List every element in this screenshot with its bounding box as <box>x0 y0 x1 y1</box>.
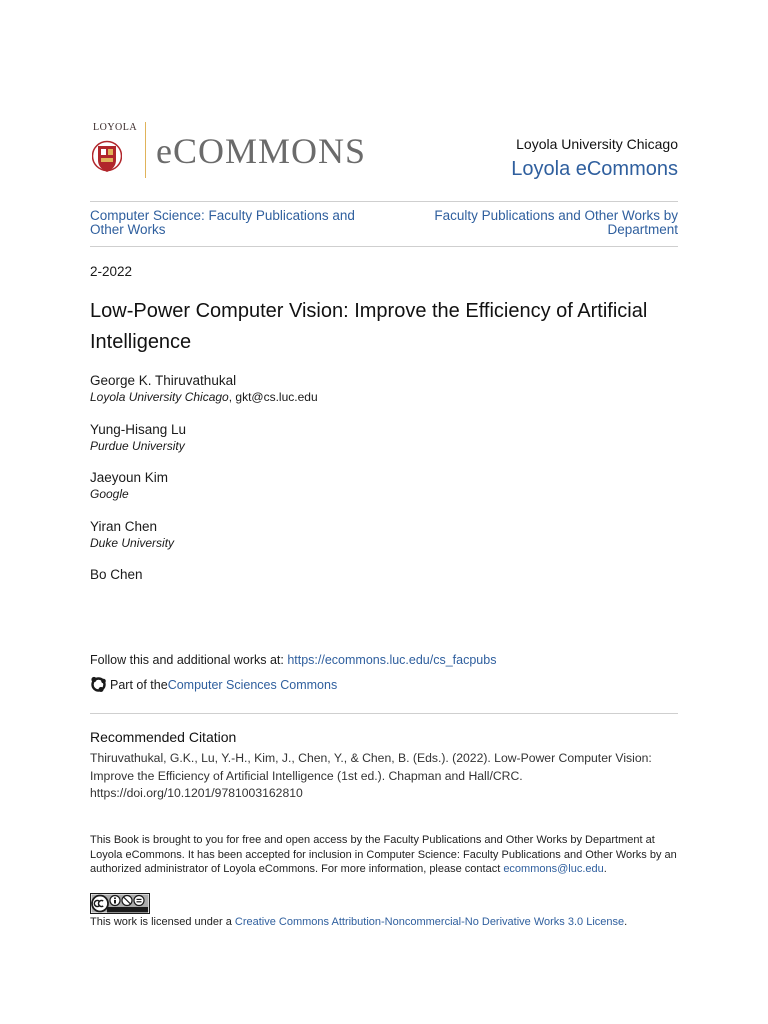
access-end: . <box>603 863 607 875</box>
author-affiliation <box>90 438 678 455</box>
collection-link[interactable]: Computer Science: Faculty Publications and Other Works <box>90 208 355 237</box>
author-entry <box>90 566 678 615</box>
part-of-line <box>90 676 337 693</box>
author-name: Bo Chen <box>90 567 143 582</box>
author-name: George K. Thiruvathukal <box>90 373 237 388</box>
publication-date: 2-2022 <box>90 264 133 279</box>
author-affiliation <box>90 535 678 552</box>
license-line <box>90 916 627 928</box>
network-icon <box>90 676 107 693</box>
shield-icon <box>92 134 122 178</box>
brand-name: eCOMMONS <box>156 131 367 171</box>
author-institution: Google <box>90 487 129 501</box>
author-institution: Loyola University Chicago <box>90 390 229 404</box>
commons-link[interactable]: Computer Sciences Commons <box>167 677 338 692</box>
license-link[interactable]: Creative Commons Attribution-Noncommercial-No Derivative Works 3.0 License <box>234 916 625 928</box>
logo-divider <box>145 122 146 178</box>
header <box>90 120 678 182</box>
cc-license-icon[interactable] <box>90 893 150 914</box>
department-link[interactable]: Faculty Publications and Other Works by Department <box>434 208 678 237</box>
author-institution: Duke University <box>90 535 175 550</box>
title-page <box>90 0 678 1024</box>
loyola-logo <box>90 122 144 180</box>
author-institution: Purdue University <box>90 438 185 453</box>
author-affiliation <box>90 486 678 503</box>
author-name: Yung-Hisang Lu <box>90 421 187 437</box>
collection-url-link[interactable]: https://ecommons.luc.edu/cs_facpubs <box>287 653 497 667</box>
divider <box>90 713 678 714</box>
access-statement <box>90 833 678 877</box>
university-name: Loyola University Chicago <box>516 136 678 152</box>
follow-prefix: Follow this and additional works at: <box>90 653 288 667</box>
author-name: Jaeyoun Kim <box>90 470 169 485</box>
author-entry <box>90 518 678 567</box>
part-of-prefix: Part of the <box>110 677 168 692</box>
divider <box>90 201 678 202</box>
divider <box>90 246 678 247</box>
logo-wordmark: LOYOLA <box>93 122 138 133</box>
document-title: Low-Power Computer Vision: Improve the Efficiency of Artificial Intelligence <box>90 300 648 353</box>
citation-text: Thiruvathukal, G.K., Lu, Y.-H., Kim, J., Chen, Y., & Chen, B. (Eds.). (2022). Low-Power Computer Vision: Improve the Efficiency of Artificial Intelligence (1st ed.). Chapman and Hall/CRC. https://doi.org/10.1201/9781003162810 <box>90 751 652 800</box>
repository-link[interactable]: Loyola eCommons <box>511 158 678 180</box>
author-affiliation <box>90 389 678 406</box>
author-list <box>90 372 678 615</box>
author-entry <box>90 469 678 518</box>
follow-line <box>90 653 496 667</box>
license-prefix: This work is licensed under a <box>90 916 235 928</box>
author-name: Yiran Chen <box>90 518 158 534</box>
contact-email-link[interactable]: ecommons@luc.edu <box>503 863 604 875</box>
author-email: , gkt@cs.luc.edu <box>228 390 318 404</box>
author-entry <box>90 421 678 470</box>
author-entry <box>90 372 678 421</box>
license-end: . <box>624 916 628 928</box>
access-text: This Book is brought to you for free and open access by the Faculty Publications and Other Works by Department at Loyola eCommons. It has been accepted for inclusion in Computer Science: Faculty Publications and Other Works by an authorized administrator of Loyola eCommons. For more information, please contact <box>90 834 677 875</box>
citation-heading: Recommended Citation <box>90 729 237 745</box>
